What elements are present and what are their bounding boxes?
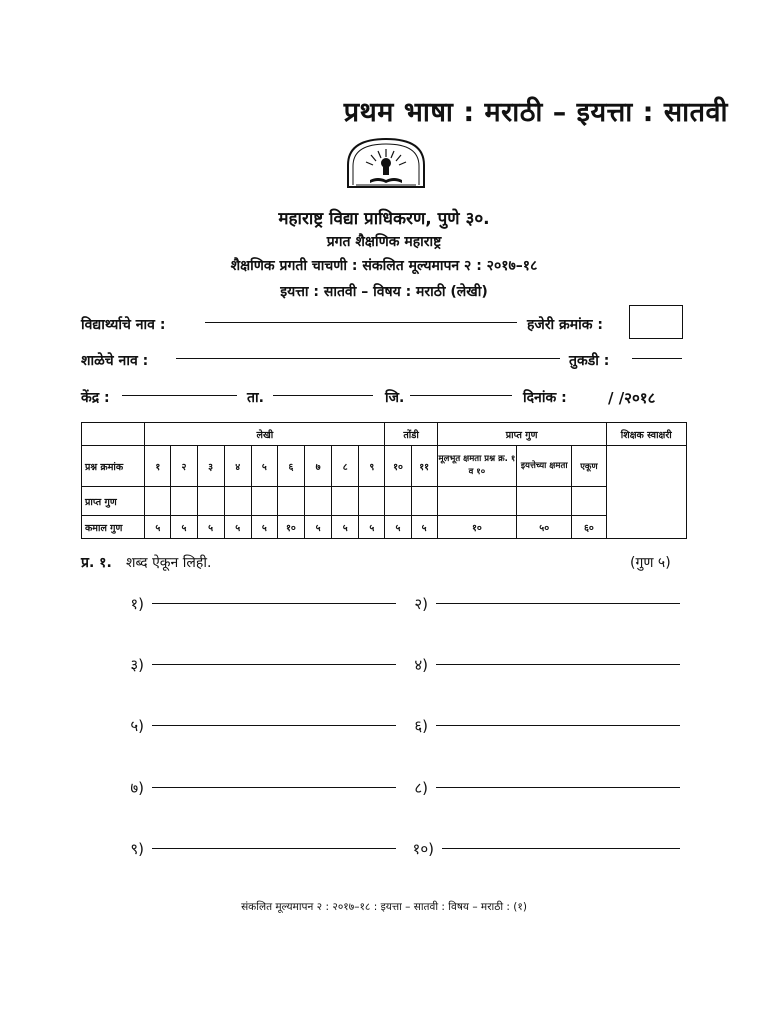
answer-number: ३)	[130, 656, 144, 674]
teacher-signature-cell[interactable]	[606, 446, 687, 539]
taluka-label: ता.	[247, 390, 264, 406]
max-mark: ५	[332, 516, 359, 539]
centre-line[interactable]	[122, 395, 237, 396]
mark-cell[interactable]	[251, 487, 277, 516]
q-num: ८	[332, 446, 359, 487]
date-value[interactable]: / /२०१८	[608, 389, 656, 407]
school-name-label: शाळेचे नाव :	[81, 353, 149, 369]
mark-cell[interactable]	[411, 487, 437, 516]
page-title: प्रथम भाषा : मराठी – इयत्ता : सातवी	[343, 97, 728, 128]
header-basic-ability: मूलभूत क्षमता प्रश्न क्र. १ व १०	[437, 446, 516, 487]
question-number-row	[82, 446, 687, 487]
max-total: ६०	[572, 516, 606, 539]
q-num: १०	[385, 446, 411, 487]
answer-line[interactable]	[436, 787, 680, 788]
page-footer: संकलित मूल्यमापन २ : २०१७–१८ : इयत्ता – सातवी : विषय – मराठी : (१)	[241, 901, 527, 913]
mark-cell[interactable]	[277, 487, 304, 516]
header-teacher-signature: शिक्षक स्वाक्षरी	[606, 423, 687, 446]
answer-number: २)	[414, 595, 428, 613]
emblem-logo	[340, 135, 432, 195]
answer-number: ७)	[130, 779, 144, 797]
q-num: २	[171, 446, 197, 487]
subtitle-2: शैक्षणिक प्रगती चाचणी : संकलित मूल्यमापन २ : २०१७–१८	[230, 258, 538, 274]
district-label: जि.	[385, 390, 405, 406]
student-name-label: विद्यार्थ्याचे नाव :	[81, 317, 166, 333]
question-text: शब्द ऐकून लिही.	[126, 555, 212, 571]
answer-line[interactable]	[152, 664, 396, 665]
student-name-line[interactable]	[205, 322, 517, 323]
answer-number: १०)	[412, 840, 434, 858]
header-total: एकूण	[572, 446, 606, 487]
answer-line[interactable]	[436, 603, 680, 604]
answer-line[interactable]	[436, 725, 680, 726]
max-mark: १०	[277, 516, 304, 539]
district-line[interactable]	[410, 395, 512, 396]
subtitle-3: इयत्ता : सातवी – विषय : मराठी (लेखी)	[280, 284, 488, 300]
division-line[interactable]	[632, 358, 682, 359]
answer-number: ५)	[130, 717, 144, 735]
max-mark: ५	[171, 516, 197, 539]
q-num: ६	[277, 446, 304, 487]
header-tondi: तोंडी	[385, 423, 437, 446]
question-marks: (गुण ५)	[630, 555, 671, 571]
q-num: ९	[359, 446, 385, 487]
q-num: ७	[305, 446, 332, 487]
answer-number: ४)	[414, 656, 428, 674]
header-lekhi: लेखी	[145, 423, 385, 446]
mark-cell[interactable]	[171, 487, 197, 516]
obtained-marks-row	[82, 487, 687, 516]
mark-cell[interactable]	[305, 487, 332, 516]
row-label-max: कमाल गुण	[82, 516, 145, 539]
answer-line[interactable]	[152, 848, 396, 849]
max-total: ५०	[517, 516, 572, 539]
mark-cell[interactable]	[332, 487, 359, 516]
max-mark: ५	[224, 516, 251, 539]
mark-cell[interactable]	[145, 487, 171, 516]
question-label: प्र. १.	[81, 555, 112, 571]
max-marks-row	[82, 516, 687, 539]
max-mark: ५	[145, 516, 171, 539]
answer-line[interactable]	[152, 787, 396, 788]
max-mark: ५	[359, 516, 385, 539]
q-num: ४	[224, 446, 251, 487]
answer-number: ८)	[414, 779, 428, 797]
answer-line[interactable]	[442, 848, 680, 849]
answer-number: १)	[130, 595, 144, 613]
mark-cell[interactable]	[437, 487, 516, 516]
school-name-line[interactable]	[176, 358, 560, 359]
mark-cell[interactable]	[517, 487, 572, 516]
answer-line[interactable]	[152, 725, 396, 726]
mark-cell[interactable]	[197, 487, 224, 516]
answer-number: ६)	[414, 717, 428, 735]
centre-label: केंद्र :	[81, 390, 110, 406]
mark-cell[interactable]	[359, 487, 385, 516]
q-num: ५	[251, 446, 277, 487]
q-num: ३	[197, 446, 224, 487]
roll-number-box[interactable]	[629, 305, 683, 339]
mark-cell[interactable]	[224, 487, 251, 516]
answer-line[interactable]	[436, 664, 680, 665]
table-header-row	[82, 423, 687, 446]
row-label-question: प्रश्न क्रमांक	[82, 446, 145, 487]
header-prapt-gun: प्राप्त गुण	[437, 423, 606, 446]
max-total: १०	[437, 516, 516, 539]
subtitle-1: प्रगत शैक्षणिक महाराष्ट्र	[326, 234, 442, 250]
max-mark: ५	[305, 516, 332, 539]
mark-cell[interactable]	[572, 487, 606, 516]
max-mark: ५	[251, 516, 277, 539]
organization-name: महाराष्ट्र विद्या प्राधिकरण, पुणे ३०.	[278, 209, 490, 229]
marks-table	[81, 422, 687, 539]
taluka-line[interactable]	[273, 395, 373, 396]
division-label: तुकडी :	[569, 353, 610, 369]
header-grade-ability: इयत्तेच्या क्षमता	[517, 446, 572, 487]
mark-cell[interactable]	[385, 487, 411, 516]
max-mark: ५	[411, 516, 437, 539]
q-num: ११	[411, 446, 437, 487]
row-label-obtained: प्राप्त गुण	[82, 487, 145, 516]
roll-number-label: हजेरी क्रमांक :	[527, 317, 604, 333]
answer-number: ९)	[130, 840, 144, 858]
max-mark: ५	[385, 516, 411, 539]
date-label: दिनांक :	[523, 390, 567, 406]
max-mark: ५	[197, 516, 224, 539]
answer-line[interactable]	[152, 603, 396, 604]
q-num: १	[145, 446, 171, 487]
